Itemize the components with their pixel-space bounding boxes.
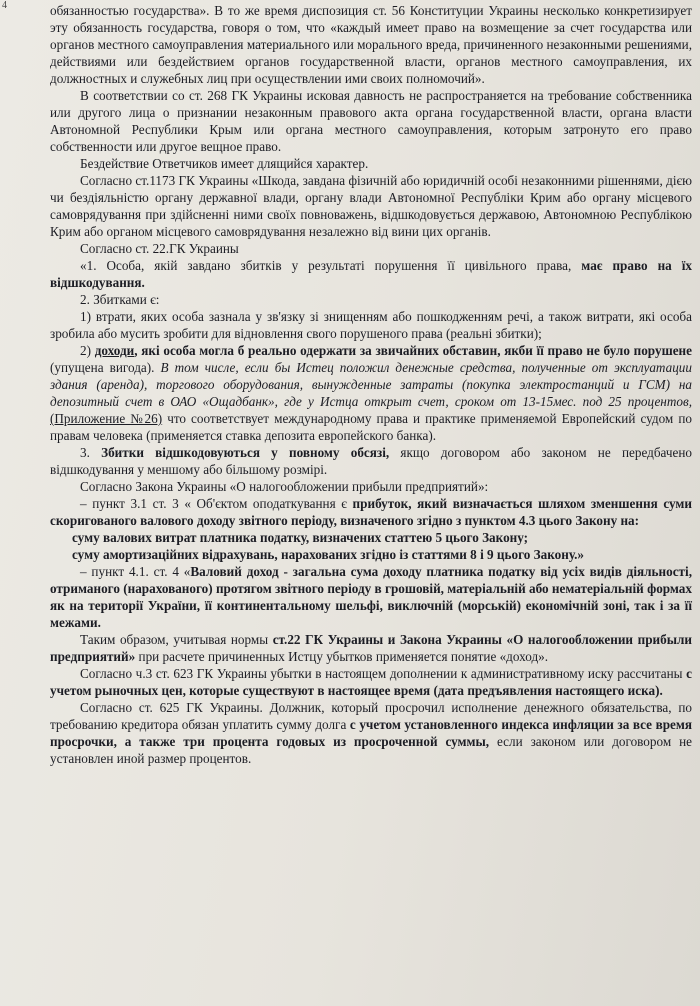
corner-mark: 4	[2, 0, 7, 11]
lost-profit-bold: , які особа могла б реально одержати за звичайних обставин, якби її право не було порушене	[134, 343, 693, 358]
paragraph-lost-profit	[50, 342, 692, 444]
paragraph-constitution: обязанностью государства». В то же время диспозиция ст. 56 Конституции Украины несколько конкретизирует эту обязанность государства, говоря о том, что «каждый имеет право на возмещение за счет государства или органов местного самоуправления материального или морального вреда, причиненного незаконными решениями, действиями или бездействием органов государственной власти, органов местного самоуправления, их должностных и служебных лиц при осуществлении ими своих полномочий».	[50, 3, 692, 86]
tax-4-1-bold: Валовий доход - загальна сума доходу платника податку від усіх видів діяльності, отриманого (нарахованого) протягом звітного періоду в грошовій, матеріальній або нематеріальній формах як на території України, її континентальному шельфі, виключній (морській) економічній зоні, так і за її межами.	[50, 564, 692, 630]
lost-profit-note: (упущена вигода).	[50, 360, 155, 375]
paragraph-tax-law-amortization: суму амортизаційних відрахувань, нарахованих згідно із статтями 8 і 9 цього Закону.»	[72, 547, 584, 562]
full-comp-tail: якщо договором або законом не передбачено відшкодування у меншому або більшому розмірі.	[50, 445, 693, 477]
lost-profit-num: 2)	[80, 343, 91, 358]
lost-profit-tail: что соответствует международному права и практике применяемой Европейский судом по правам человека (применяется ставка депозита европейского банка).	[50, 411, 692, 443]
paragraph-tax-law-costs: суму валових витрат платника податку, визначених статтею 5 цього Закону;	[72, 530, 529, 545]
art-22-p1-text: «1. Особа, якій завдано збитків у результаті порушення її цивільного права,	[80, 258, 572, 273]
conclusion-tail: при расчете причиненных Истцу убытков применяется понятие «доход».	[135, 649, 549, 664]
paragraph-art-1173: Согласно ст.1173 ГК Украины «Шкода, завдана фізичній або юридичній особі незаконними рішеннями, дією чи бездіяльністю органу державної влади, органу влади Автономної Республіки Крим або органу місцевого самоврядування при здійсненні ними своїх повноважень, відшкодовується державою, Автономною Республікою Крим або органом місцевого самоврядування незалежно від вини цих органів.	[50, 173, 692, 239]
tax-3-1-bold: прибуток, який визначається шляхом зменшення суми скоригованого валового доходу звітного періоду, визначеного згідно з пунктом 4.3 цього Закону на:	[50, 496, 692, 528]
tax-4-1-text: – пункт 4.1. ст. 4 «	[80, 564, 191, 579]
art-22-p1-bold: має право на їх відшкодування.	[50, 258, 692, 290]
art-625-bold: с учетом установленного индекса инфляции за все время просрочки, а также три процента годовых из просроченной суммы,	[50, 717, 693, 749]
paragraph-art-22-p1	[50, 257, 692, 291]
paragraph-art-625	[50, 699, 692, 767]
paragraph-tax-law-3-1	[50, 495, 692, 529]
lost-profit-italic: В том числе, если бы Истец положил денежные средства, полученные от эксплуатации здания (аренда), торгового оборудования, вынужденные затраты (покупка электростанций и ГСМ) на депозитный счет в ОАО «Ощадбанк», где у Истца открыт счет, сроком от 13-15мес. под 25 процентов,	[50, 360, 692, 409]
paragraph-real-losses: 1) втрати, яких особа зазнала у зв'язку зі знищенням або пошкодженням речі, а також витрати, які особа зробила або мусить зробити для відновлення свого порушеного права (реальні збитки);	[50, 309, 692, 341]
appendix-26-link: (Приложение №26)	[50, 411, 163, 426]
conclusion-text: Таким образом, учитывая нормы	[80, 632, 269, 647]
paragraph-art-22-heading: Согласно ст. 22.ГК Украины	[80, 241, 239, 256]
document-text	[50, 2, 692, 767]
paragraph-art-623	[50, 665, 692, 699]
full-comp-num: 3.	[80, 445, 90, 460]
lost-profit-income: доходи	[94, 343, 135, 358]
paragraph-art-268: В соответствии со ст. 268 ГК Украины исковая давность не распространяется на требование собственника или другого лица о признании незаконным правового акта органа государственной власти, органа власти Автономной Республики Крым или органа местного самоуправления, которым затронуто его право собственности или другое вещное право.	[50, 88, 692, 154]
tax-3-1-text: – пункт 3.1 ст. 3 « Об'єктом оподаткування є	[80, 496, 347, 511]
paragraph-inaction: Бездействие Ответчиков имеет длящийся характер.	[80, 156, 369, 171]
full-comp-bold: Збитки відшкодовуються у повному обсязі,	[101, 445, 390, 460]
paragraph-art-22-p2: 2. Збитками є:	[80, 292, 160, 307]
paragraph-tax-law-heading: Согласно Закона Украины «О налогообложении прибыли предприятий»:	[80, 479, 489, 494]
art-623-bold: с учетом рыночных цен, которые существуют в настоящее время (дата предъявления настоящего иска).	[50, 666, 692, 698]
paragraph-full-compensation	[50, 444, 692, 478]
art-625-text: Согласно ст. 625 ГК Украины. Должник, который просрочил исполнение денежного обязательства, по требованию кредитора обязан уплатить сумму долга	[50, 700, 692, 732]
art-623-text: Согласно ч.3 ст. 623 ГК Украины убытки в настоящем дополнении к административному иску рассчитаны	[80, 666, 683, 681]
paragraph-tax-law-4-1	[50, 563, 692, 631]
conclusion-bold: ст.22 ГК Украины и Закона Украины «О налогообложении прибыли предприятий»	[50, 632, 693, 664]
paragraph-conclusion	[50, 631, 692, 665]
art-625-tail: если законом или договором не установлен иной размер процентов.	[50, 734, 692, 766]
